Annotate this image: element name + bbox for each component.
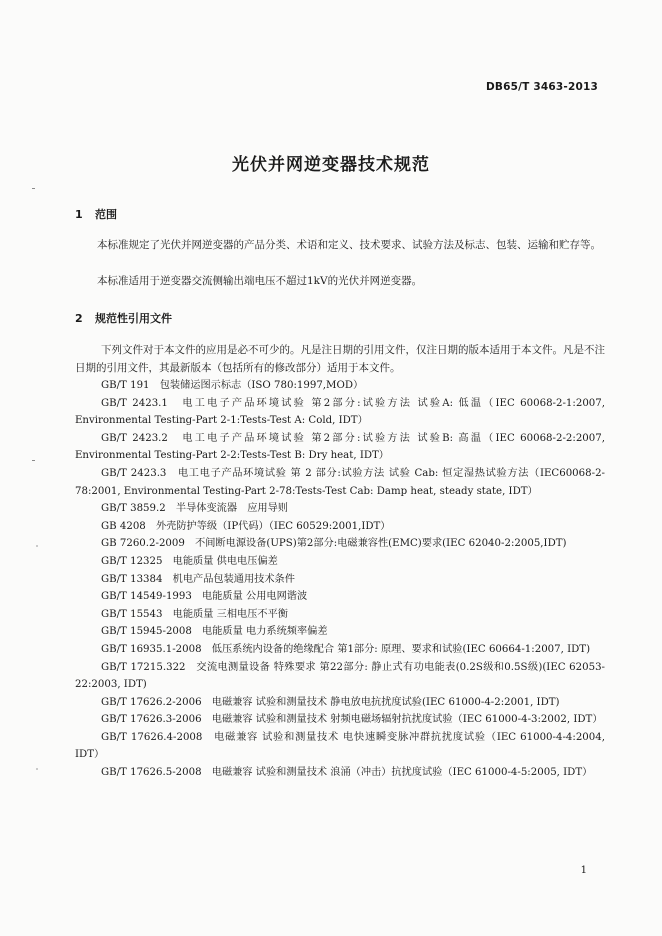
reference-item: GB/T 15945-2008 电能质量 电力系统频率偏差 [101, 626, 328, 638]
references-intro: 下列文件对于本文件的应用是必不可少的。凡是注日期的引用文件，仅注日期的版本适用于本文件。凡是不注日期的引用文件，其最新版本（包括所有的修改部分）适用于本文件。 [75, 344, 605, 374]
section-1-heading [75, 206, 117, 222]
reference-item: GB 7260.2-2009 不间断电源设备(UPS)第2部分:电磁兼容性(EMC)要求(IEC 62040-2:2005,IDT) [101, 538, 567, 550]
section-title: 范围 [95, 208, 117, 221]
reference-item: GB/T 12325 电能质量 供电电压偏差 [101, 555, 278, 567]
reference-item: GB/T 16935.1-2008 低压系统内设备的绝缘配合 第1部分: 原理、要求和试验(IEC 60664-1:2007, IDT) [101, 643, 591, 655]
reference-item: GB 4208 外壳防护等级（IP代码）（IEC 60529:2001,IDT） [101, 520, 391, 532]
scan-speck [36, 768, 38, 770]
reference-list [75, 377, 605, 782]
reference-item: GB/T 191 包装储运图示标志（ISO 780:1997,MOD） [101, 380, 364, 391]
reference-item: GB/T 14549-1993 电能质量 公用电网谐波 [101, 591, 308, 603]
reference-item: GB/T 2423.2 电工电子产品环境试验 第2部分:试验方法 试验B: 高温（IEC 60068-2-2:2007, Environmental Testing-Part 2-2:Tests-Test B: Dry heat, IDT） [75, 432, 605, 462]
reference-item: GB/T 15543 电能质量 三相电压不平衡 [101, 608, 288, 620]
page-number: 1 [580, 865, 587, 876]
margin-mark [32, 188, 35, 189]
standard-code: DB65/T 3463-2013 [486, 81, 598, 93]
reference-item: GB/T 3859.2 半导体变流器 应用导则 [101, 503, 288, 515]
scope-paragraph-2: 本标准适用于逆变器交流侧输出端电压不超过1kV的光伏并网逆变器。 [97, 275, 423, 287]
reference-item: GB/T 17626.5-2008 电磁兼容 试验和测量技术 浪涌（冲击）抗扰度试验（IEC 61000-4-5:2005, IDT） [101, 767, 593, 779]
reference-item: GB/T 13384 机电产品包装通用技术条件 [101, 573, 295, 585]
reference-item: GB/T 17215.322 交流电测量设备 特殊要求 第22部分: 静止式有功电能表(0.2S级和0.5S级)(IEC 62053-22:2003, IDT) [75, 661, 605, 691]
scan-speck [36, 545, 38, 547]
margin-mark [32, 460, 35, 461]
section-2-heading [75, 310, 172, 326]
document-title: 光伏并网逆变器技术规范 [232, 155, 430, 175]
reference-item: GB/T 17626.4-2008 电磁兼容 试验和测量技术 电快速瞬变脉冲群抗扰度试验（IEC 61000-4-4:2004, IDT） [75, 731, 605, 761]
reference-item: GB/T 2423.1 电工电子产品环境试验 第2部分:试验方法 试验A: 低温（IEC 60068-2-1:2007, Environmental Testing-Part 2-1:Tests-Test A: Cold, IDT） [75, 397, 605, 427]
reference-item: GB/T 17626.3-2006 电磁兼容 试验和测量技术 射频电磁场辐射抗扰度试验（IEC 61000-4-3:2002, IDT） [101, 714, 603, 726]
section-title: 规范性引用文件 [95, 312, 172, 325]
section-number: 2 [75, 312, 83, 325]
section-number: 1 [75, 208, 83, 221]
reference-item: GB/T 2423.3 电工电子产品环境试验 第 2 部分:试验方法 试验 Cab: 恒定湿热试验方法（IEC60068-2-78:2001, Environmental Testing-Part 2-78:Tests-Test Cab: Damp heat, steady state, IDT） [75, 467, 605, 497]
reference-item: GB/T 17626.2-2006 电磁兼容 试验和测量技术 静电放电抗扰度试验(IEC 61000-4-2:2001, IDT) [101, 696, 560, 708]
scope-paragraph-1: 本标准规定了光伏并网逆变器的产品分类、术语和定义、技术要求、试验方法及标志、包装、运输和贮存等。 [97, 239, 601, 251]
